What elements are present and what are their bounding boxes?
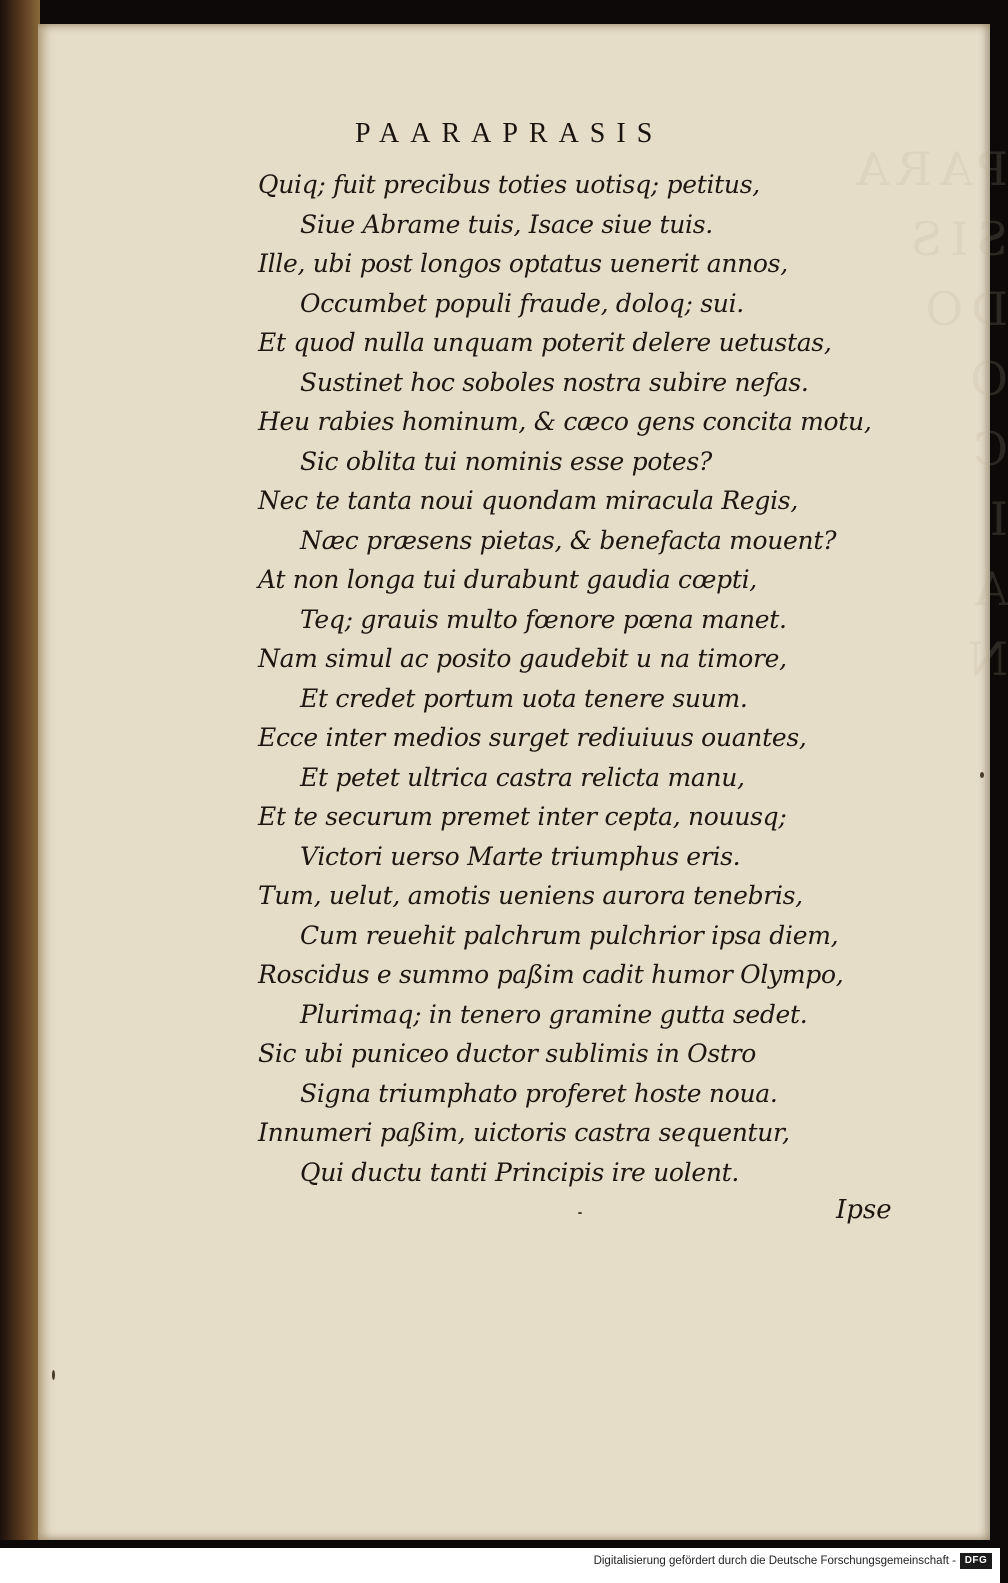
verse-line: Plurimaq; in tenero gramine gutta sedet. [300,999,808,1029]
verse-line: Et quod nulla unquam poterit delere uetustas, [258,328,832,357]
verse-line: Sic ubi puniceo ductor sublimis in Ostro [258,1039,757,1068]
verse-line: At non longa tui durabunt gaudia cœpti, [258,565,757,594]
verse-line: Heu rabies hominum, & cæco gens concita motu, [258,407,872,436]
verse-line: Ille, ubi post longos optatus uenerit annos, [258,249,788,278]
verse-line: Næc præsens pietas, & benefacta mouent? [300,525,837,555]
verse-line: Tum, uelut, amotis ueniens aurora tenebris, [258,881,803,910]
running-head: PAARAPRASIS [355,118,664,149]
ink-speck [52,1370,55,1380]
verse-line: Sic oblita tui nominis esse potes? [300,446,712,476]
verse-line: Victori uerso Marte triumphus eris. [300,841,741,871]
verse-line: Teq; grauis multo fœnore pœna manet. [300,604,787,634]
ink-speck [980,772,984,778]
verse-line: Et te securum premet inter cepta, nouusq; [258,802,787,831]
verse-line: Roscidus e summo paßim cadit humor Olympo, [258,960,844,989]
verse-line: Qui ductu tanti Principis ire uolent. [300,1157,740,1187]
show-through-text: PARA SIS DO O C I A N [848,142,1008,686]
verse-line: Siue Abrame tuis, Isace siue tuis. [300,209,713,239]
verse-line: Nec te tanta noui quondam miracula Regis, [258,486,798,515]
catchword: Ipse [836,1195,892,1225]
verse-line: Quiq; fuit precibus toties uotisq; petitus, [258,170,760,199]
verse-line: Cum reuehit palchrum pulchrior ipsa diem, [300,920,839,950]
book-binding-edge [0,0,40,1540]
verse-line: Occumbet populi fraude, doloq; sui. [300,288,744,318]
verse-line: Innumeri paßim, uictoris castra sequentur, [258,1118,790,1147]
ink-speck [578,1212,582,1214]
verse-line: Ecce inter medios surget rediuiuus ouantes, [258,723,807,752]
verse-line: Et credet portum uota tenere suum. [300,683,748,713]
funding-credit: Digitalisierung gefördert durch die Deutsche Forschungsgemeinschaft - [593,1555,956,1567]
dfg-logo: DFG [960,1553,992,1569]
poem [258,165,878,1192]
verse-line: Signa triumphato proferet hoste noua. [300,1078,778,1108]
verse-line: Sustinet hoc soboles nostra subire nefas. [300,367,809,397]
verse-line: Et petet ultrica castra relicta manu, [300,762,745,792]
verse-line: Nam simul ac posito gaudebit u na timore, [258,644,787,673]
